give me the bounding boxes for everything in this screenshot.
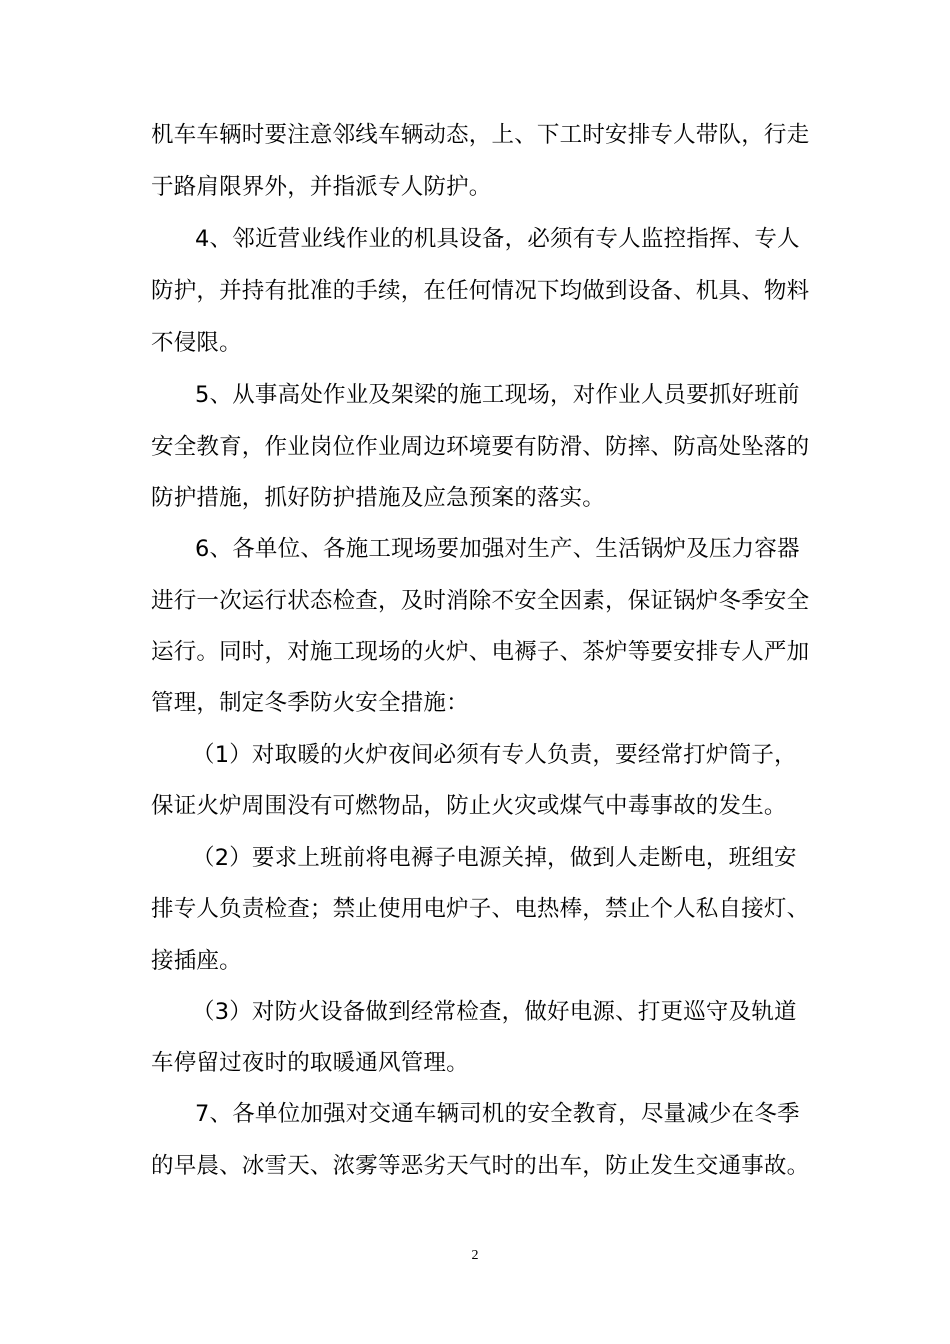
text-line: 不侵限。	[151, 330, 242, 356]
text-line: 机车车辆时要注意邻线车辆动态，上、下工时安排专人带队，行走	[151, 122, 810, 148]
text-line: 车停留过夜时的取暖通风管理。	[151, 1050, 469, 1076]
text-line: 安全教育，作业岗位作业周边环境要有防滑、防摔、防高处坠落的	[151, 434, 810, 460]
text-line: 保证火炉周围没有可燃物品，防止火灾或煤气中毒事故的发生。	[151, 793, 787, 819]
page-number: 2	[471, 1248, 479, 1263]
text-line: 排专人负责检查；禁止使用电炉子、电热棒，禁止个人私自接灯、	[151, 896, 810, 922]
paragraph-4-start: 4、邻近营业线作业的机具设备，必须有专人监控指挥、专人	[195, 226, 800, 252]
text-line: 接插座。	[151, 948, 242, 974]
paragraph-7-start: 7、各单位加强对交通车辆司机的安全教育，尽量减少在冬季	[195, 1101, 800, 1127]
text-line: 的早晨、冰雪天、浓雾等恶劣天气时的出车，防止发生交通事故。	[151, 1153, 810, 1179]
text-line: 防护措施，抓好防护措施及应急预案的落实。	[151, 485, 606, 511]
item-1-start: （1）对取暖的火炉夜间必须有专人负责，要经常打炉筒子，	[192, 742, 797, 768]
text-line: 防护，并持有批准的手续，在任何情况下均做到设备、机具、物料	[151, 278, 810, 304]
text-line: 运行。同时，对施工现场的火炉、电褥子、茶炉等要安排专人严加	[151, 639, 810, 665]
paragraph-5-start: 5、从事高处作业及架梁的施工现场，对作业人员要抓好班前	[195, 382, 800, 408]
paragraph-6-start: 6、各单位、各施工现场要加强对生产、生活锅炉及压力容器	[195, 536, 800, 562]
text-line: 进行一次运行状态检查，及时消除不安全因素，保证锅炉冬季安全	[151, 588, 810, 614]
item-3-start: （3）对防火设备做到经常检查，做好电源、打更巡守及轨道	[192, 999, 797, 1025]
text-line: 于路肩限界外，并指派专人防护。	[151, 174, 492, 200]
text-line: 管理，制定冬季防火安全措施：	[151, 690, 469, 716]
item-2-start: （2）要求上班前将电褥子电源关掉，做到人走断电，班组安	[192, 845, 797, 871]
